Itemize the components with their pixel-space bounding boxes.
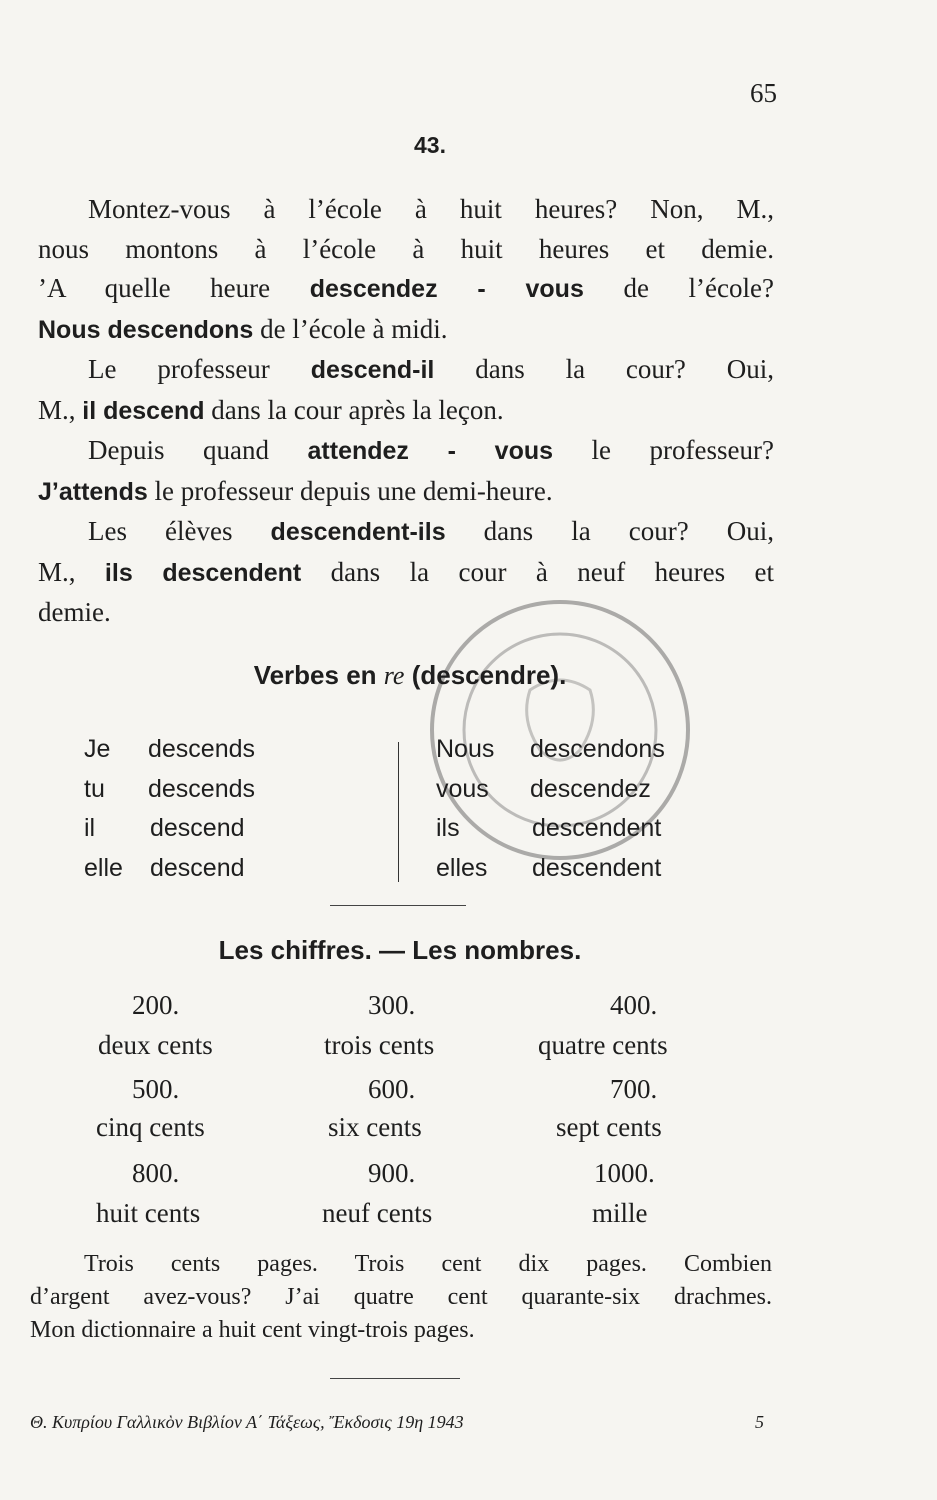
conjugation-row: ils descendent [436,814,662,842]
text-line: Nous descendons de l’école à midi. [38,313,448,344]
text-line: ’A quelle heure descendez - vous de l’école? [38,273,774,303]
page-number: 65 [750,78,777,108]
conjugation-singular [84,730,255,888]
conjugation-row: tu descends [84,774,256,803]
text-line: Trois cents pages. Trois cent dix pages. Combien [84,1251,772,1277]
sheet-number: 5 [755,1412,764,1432]
bold-verb: Nous descendons [38,315,254,344]
conjugation-row: elle descend [84,853,245,882]
lesson-number: 43. [414,132,446,158]
closing-text [30,1248,772,1347]
numbers-digits-row: 200. 300. 400. [132,990,658,1020]
text-line: M., il descend dans la cour après la leçon. [38,394,504,425]
conjugation-row: Je descends [84,735,256,763]
verbs-heading: Verbes en re (descendre). [253,660,567,690]
lesson-text [38,190,774,633]
text-line: J’attends le professeur depuis une demi-heure. [38,475,553,506]
numbers-heading: Les chiffres. — Les nombres. [218,935,582,965]
bold-verb: attendez - vous [307,437,554,465]
numbers-words-row: deux cents trois cents quatre cents [98,1030,668,1060]
text-line: M., ils descendent dans la cour à neuf heures et [38,556,774,587]
text-line: Montez-vous à l’école à huit heures? Non, M., [88,194,774,224]
conjugation-plural [436,730,665,888]
bold-verb: il descend [82,396,205,425]
numbers-digits-row: 500. 600. 700. [132,1074,658,1104]
numbers-digits-row: 800. 900. 1000. [132,1158,655,1188]
conjugation-row: elles descendent [436,853,662,882]
conjugation-row: vous descendez [436,774,651,803]
table-divider [398,742,399,882]
text-line: Le professeur descend-il dans la cour? Oui, [88,354,775,384]
text-line: Mon dictionnaire a huit cent vingt-trois pages. [30,1317,475,1343]
bold-verb: descendent-ils [270,518,446,546]
text-line: demie. [38,597,111,627]
conjugation-row: Nous descendons [436,735,665,763]
conjugation-row: il descend [84,814,245,842]
bold-verb: descendez - vous [309,275,584,303]
printer-footer [30,1412,770,1433]
footer-text: Θ. Κυπρίου Γαλλικὸν Βιβλίον Α΄ Τάξεως, Ἔκδοσις 19η 1943 [30,1412,464,1432]
bold-verb: J’attends [38,477,148,506]
text-line: Les élèves descendent-ils dans la cour? Oui, [88,516,774,546]
text-line: d’argent avez-vous? J’ai quatre cent quarante-six drachmes. [30,1284,772,1310]
numbers-words-row: huit cents neuf cents mille [96,1198,648,1228]
divider-rule [330,905,466,906]
text-line: Depuis quand attendez - vous le professeur? [88,435,774,465]
bold-verb: descend-il [310,356,435,384]
bold-verb: ils descendent [104,558,302,587]
numbers-words-row: cinq cents six cents sept cents [96,1112,662,1142]
divider-rule [330,1378,460,1379]
text-line: nous montons à l’école à huit heures et demie. [38,233,774,264]
